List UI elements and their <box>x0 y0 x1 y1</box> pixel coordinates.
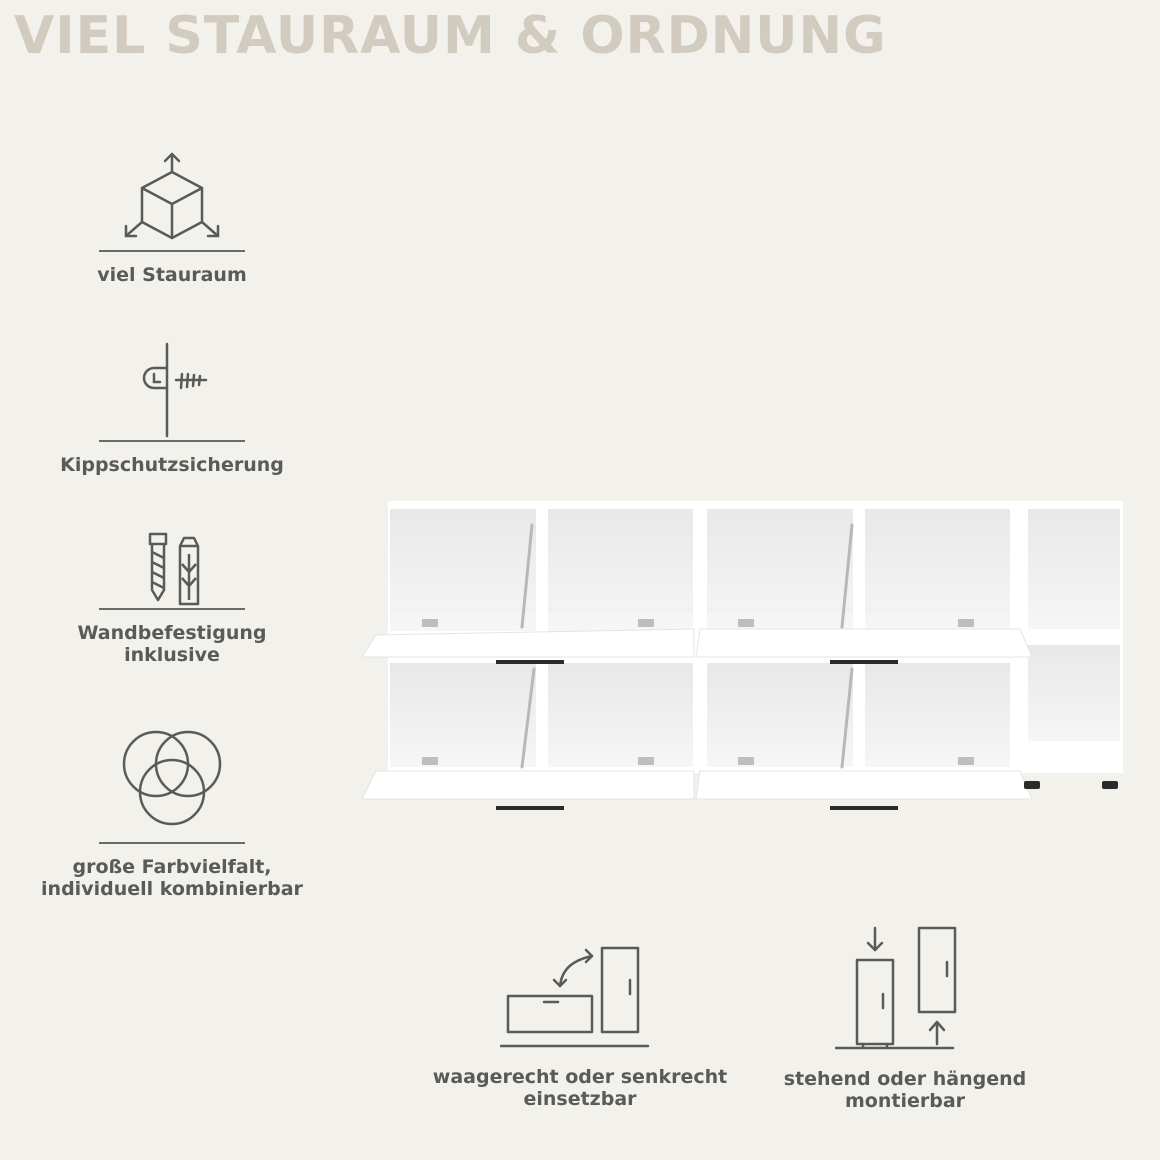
storage-cube-icon <box>112 150 232 250</box>
feature-storage <box>12 150 332 286</box>
feature-colors <box>12 726 332 900</box>
feature-divider <box>99 250 245 252</box>
wall-mount-screw-icon <box>112 528 232 608</box>
feature-label-storage: viel Stauraum <box>97 264 247 286</box>
feature-orientation <box>430 940 730 1110</box>
feature-anti-tip <box>12 340 332 476</box>
feature-label-anti-tip: Kippschutzsicherung <box>60 454 284 476</box>
feature-label-mounting: stehend oder hängend montierbar <box>783 1068 1027 1112</box>
page-title: VIEL STAURAUM & ORDNUNG <box>14 6 887 66</box>
feature-label-orientation: waagerecht oder senkrecht einsetzbar <box>432 1066 728 1110</box>
feature-label-wall-mount: Wandbefestigung inklusive <box>77 622 267 666</box>
feature-divider <box>99 608 245 610</box>
horizontal-vertical-icon <box>500 940 660 1048</box>
standing-hanging-icon <box>835 922 975 1050</box>
sideboard-illustration <box>360 495 1130 815</box>
feature-mounting <box>755 922 1055 1112</box>
feature-wall-mount <box>12 528 332 666</box>
feature-divider <box>99 440 245 442</box>
feature-label-colors: große Farbvielfalt, individuell kombinierbar <box>41 856 303 900</box>
anti-tip-screw-icon <box>112 340 232 440</box>
color-circles-icon <box>112 726 232 836</box>
feature-divider <box>99 842 245 844</box>
